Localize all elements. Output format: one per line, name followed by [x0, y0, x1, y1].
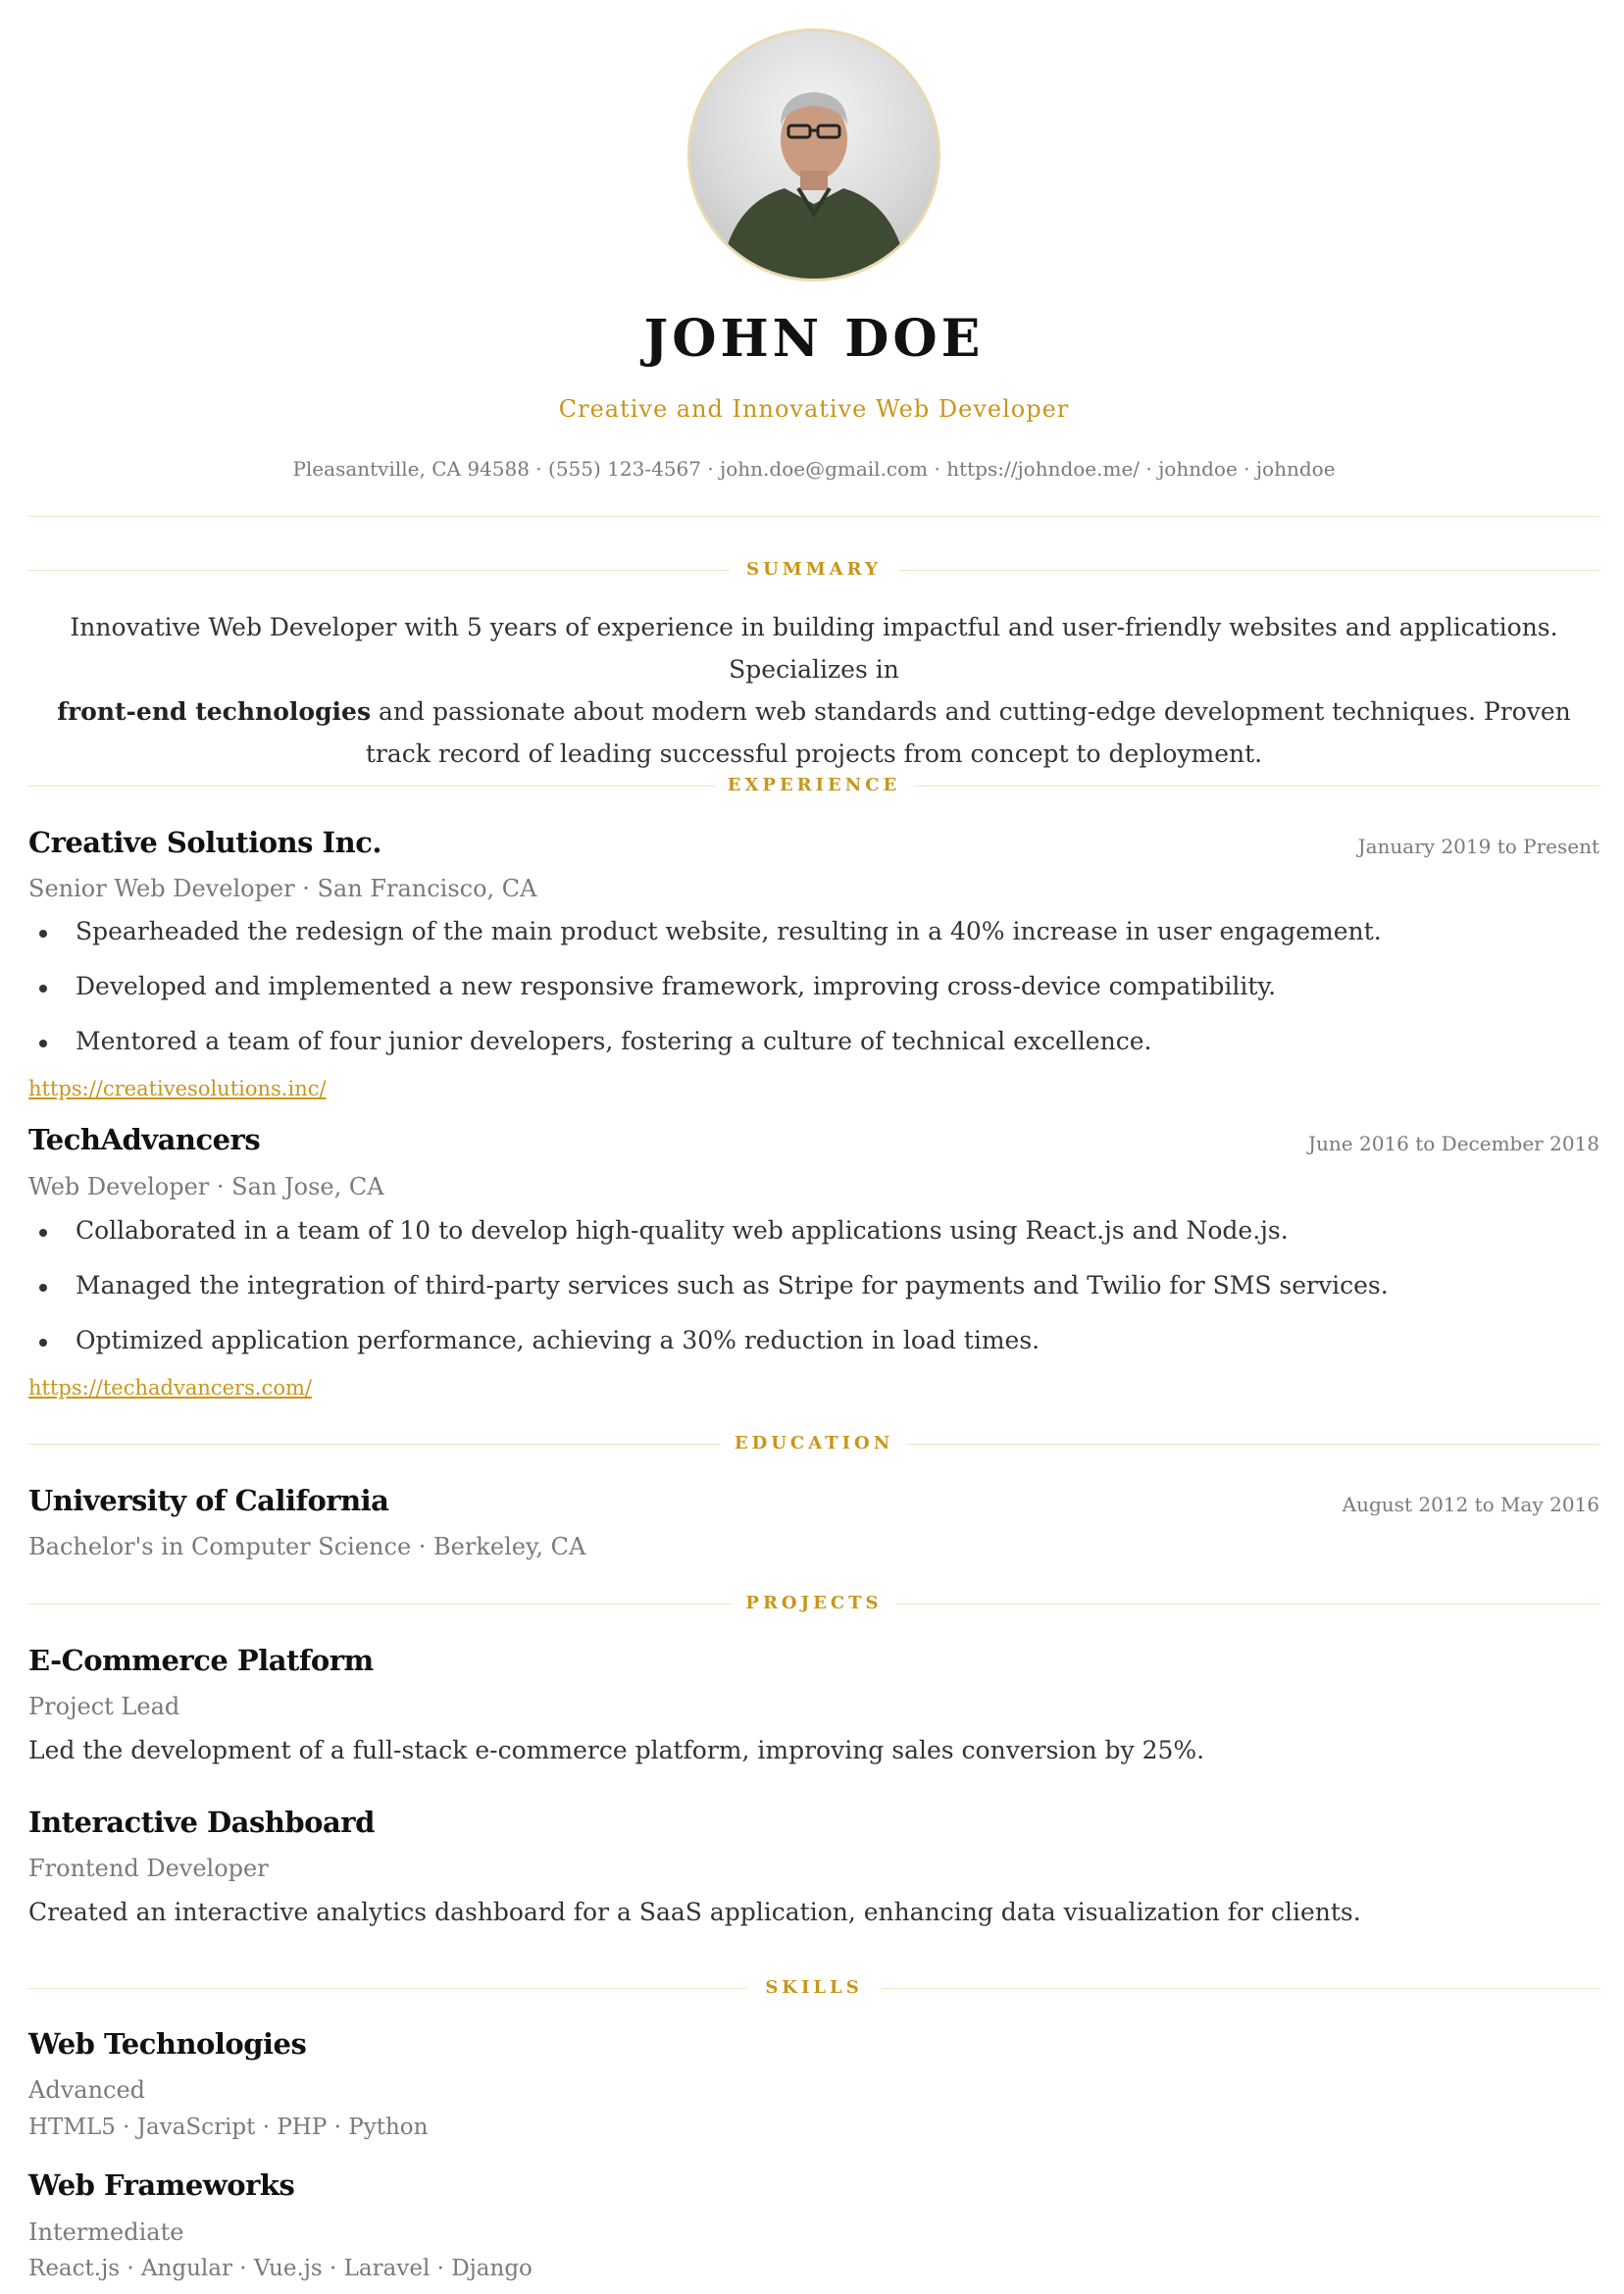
section-title: EXPERIENCE [727, 775, 901, 795]
list-item: Managed the integration of third-party services such as Stripe for payments and Twilio for SMS services. [28, 1271, 1599, 1304]
summary-text-part: Innovative Web Developer with 5 years of experience in building impactful and user-friendly websites and applications. Specializes in [70, 613, 1558, 684]
project-role: Project Lead [28, 1693, 180, 1720]
header-divider [28, 516, 1599, 517]
project-name: Interactive Dashboard [28, 1806, 375, 1839]
summary-heading [28, 559, 1599, 583]
company-name: TechAdvancers [28, 1123, 261, 1156]
project-role: Frontend Developer [28, 1855, 269, 1882]
job-position: Senior Web Developer · San Francisco, CA [28, 875, 537, 902]
section-title: SKILLS [765, 1977, 863, 1998]
list-item: Collaborated in a team of 10 to develop high-quality web applications using React.js and Node.js. [28, 1216, 1599, 1249]
bullet-icon [39, 985, 47, 993]
headline: Creative and Innovative Web Developer [558, 395, 1070, 423]
skill-name: Web Technologies [28, 2027, 307, 2061]
skills-heading [28, 1977, 1599, 2001]
company-link[interactable]: https://creativesolutions.inc/ [28, 1077, 327, 1100]
summary-highlight: front-end technologies [57, 697, 372, 726]
section-title: EDUCATION [734, 1433, 894, 1453]
project-description: Led the development of a full-stack e-commerce platform, improving sales conversion by 25%. [28, 1736, 1205, 1764]
project-description: Created an interactive analytics dashboard for a SaaS application, enhancing data visualization for clients. [28, 1898, 1361, 1926]
company-link[interactable]: https://techadvancers.com/ [28, 1376, 312, 1400]
list-item: Spearheaded the redesign of the main product website, resulting in a 40% increase in user engagement. [28, 917, 1599, 950]
company-name: Creative Solutions Inc. [28, 826, 381, 859]
bullet-icon [39, 1339, 47, 1347]
section-title: SUMMARY [746, 559, 882, 580]
list-item: Mentored a team of four junior developers, fostering a culture of technical excellence. [28, 1027, 1599, 1060]
profile-photo [687, 28, 940, 281]
job-position: Web Developer · San Jose, CA [28, 1173, 384, 1200]
bullet-icon [39, 1040, 47, 1047]
job-date: January 2019 to Present [1357, 835, 1599, 858]
experience-heading [28, 775, 1599, 798]
bullet-icon [39, 930, 47, 938]
skill-keywords: React.js · Angular · Vue.js · Laravel · Django [28, 2256, 533, 2281]
bullet-icon [39, 1229, 47, 1237]
projects-heading [28, 1593, 1599, 1616]
education-date: August 2012 to May 2016 [1342, 1493, 1599, 1516]
contact-info: Pleasantville, CA 94588 · (555) 123-4567 · john.doe@gmail.com · https://johndoe.me/ · johndoe · johndoe [292, 457, 1336, 481]
education-heading [28, 1433, 1599, 1456]
list-item: Optimized application performance, achieving a 30% reduction in load times. [28, 1326, 1599, 1359]
list-item: Developed and implemented a new responsive framework, improving cross-device compatibility. [28, 972, 1599, 1005]
bullet-icon [39, 1284, 47, 1292]
project-name: E-Commerce Platform [28, 1644, 374, 1677]
skill-level: Advanced [28, 2076, 146, 2104]
job-date: June 2016 to December 2018 [1308, 1132, 1599, 1155]
candidate-name: JOHN DOE [643, 309, 985, 369]
skill-name: Web Frameworks [28, 2168, 295, 2202]
skill-keywords: HTML5 · JavaScript · PHP · Python [28, 2115, 429, 2140]
skill-level: Intermediate [28, 2218, 184, 2246]
degree: Bachelor's in Computer Science · Berkeley, CA [28, 1533, 586, 1560]
summary-text-part: and passionate about modern web standards and cutting-edge development techniques. Proven track record of leading successful projects from concept to deployment. [365, 697, 1571, 768]
school-name: University of California [28, 1484, 389, 1517]
person-photo-icon [690, 31, 938, 279]
section-title: PROJECTS [745, 1593, 883, 1613]
summary-text [28, 606, 1599, 775]
